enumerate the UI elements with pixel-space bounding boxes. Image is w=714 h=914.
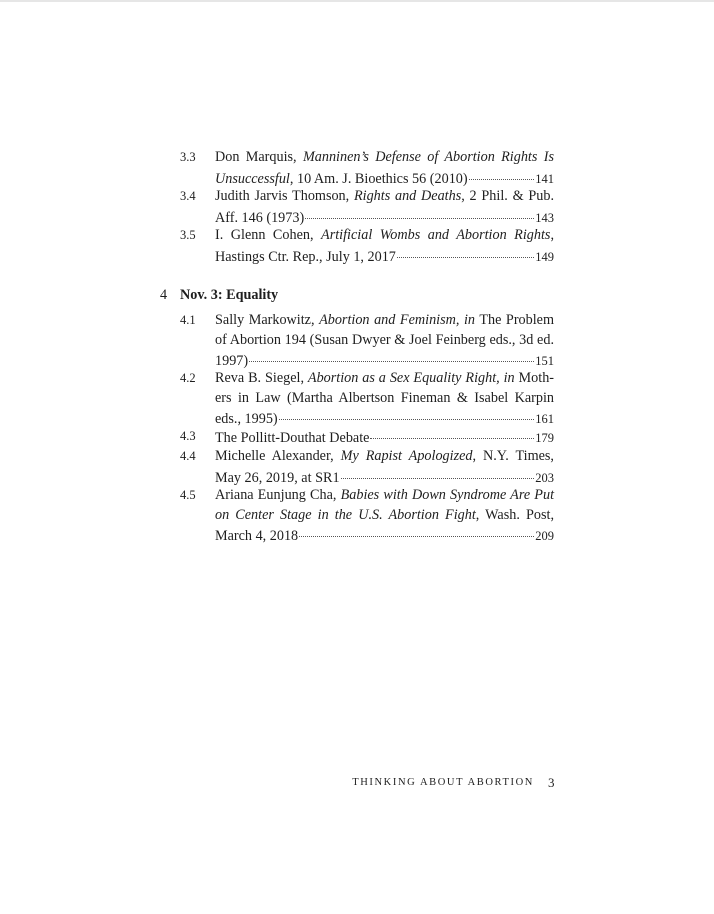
citation-title-italic: Abortion as a Sex Equality Right, in bbox=[307, 370, 515, 386]
citation-segment: of Abortion 194 (Susan Dwyer & Joel Feinberg eds., 3d ed. bbox=[215, 331, 554, 348]
citation-line bbox=[215, 168, 554, 190]
citation-segment: Judith Jarvis Thomson, bbox=[215, 188, 354, 204]
citation-segment: ers in Law (Martha Albertson Fineman & Isabel Karpin bbox=[215, 389, 554, 406]
page-footer bbox=[0, 777, 714, 793]
entry-number: 4.2 bbox=[180, 371, 196, 385]
page-number: 3 bbox=[548, 775, 555, 790]
entry-page-number: 141 bbox=[535, 171, 554, 186]
citation-line bbox=[215, 148, 554, 168]
entry-citation bbox=[215, 311, 554, 372]
dot-leader bbox=[249, 361, 534, 362]
citation-segment: The Pollitt-Douthat Debate bbox=[215, 430, 370, 446]
citation-line bbox=[215, 226, 554, 246]
citation-line bbox=[215, 486, 554, 506]
citation-segment: Sally Markowitz, bbox=[215, 312, 320, 328]
citation-line bbox=[215, 369, 554, 389]
citation-segment: I. Glenn Cohen, bbox=[215, 227, 322, 243]
citation-segment: Moth- bbox=[514, 370, 555, 386]
citation-text bbox=[215, 429, 369, 449]
entry-number: 3.5 bbox=[180, 228, 196, 242]
citation-segment: Aff. 146 (1973) bbox=[215, 209, 305, 226]
citation-text bbox=[215, 527, 298, 547]
citation-segment: , N.Y. Times, bbox=[472, 448, 554, 464]
entry-citation bbox=[215, 427, 554, 449]
citation-segment: Ariana Eunjung Cha, bbox=[215, 487, 341, 503]
entry-page-number: 151 bbox=[535, 354, 554, 368]
entry-citation bbox=[215, 447, 554, 488]
entry-number: 4.1 bbox=[180, 313, 196, 327]
citation-segment: , 10 Am. J. Bioethics 56 (2010) bbox=[289, 170, 468, 187]
entry-page-number: 161 bbox=[535, 412, 554, 426]
citation-segment: The Problem bbox=[475, 312, 555, 328]
entry-citation bbox=[215, 226, 554, 267]
dot-leader bbox=[279, 419, 535, 420]
entry-number: 4.3 bbox=[180, 429, 196, 443]
entry-number: 3.4 bbox=[180, 189, 196, 203]
entry-number: 4.4 bbox=[180, 449, 196, 463]
citation-text bbox=[215, 311, 554, 331]
running-title: THINKING ABOUT ABORTION bbox=[352, 777, 534, 788]
citation-segment: , 2 Phil. & Pub. bbox=[461, 188, 554, 204]
section-number: 4 bbox=[160, 287, 168, 303]
dot-leader bbox=[469, 179, 535, 180]
citation-segment: May 26, 2019, at SR1 bbox=[215, 469, 340, 486]
citation-line bbox=[215, 207, 554, 229]
citation-line bbox=[215, 331, 554, 351]
entry-page-number: 149 bbox=[535, 249, 554, 264]
citation-segment: March 4, 2018 bbox=[215, 528, 299, 544]
citation-segment: Hastings Ctr. Rep., July 1, 2017 bbox=[215, 248, 396, 265]
dot-leader bbox=[397, 257, 534, 258]
citation-title-italic: Abortion and Feminism, in bbox=[319, 312, 476, 328]
citation-text bbox=[215, 187, 554, 207]
citation-line bbox=[215, 246, 554, 268]
citation-line bbox=[215, 389, 554, 409]
citation-title-italic: Manninen’s Defense of Abortion Rights Is bbox=[302, 149, 554, 165]
citation-title-italic: My Rapist Apologized bbox=[340, 448, 473, 464]
page-top-edge bbox=[0, 0, 714, 2]
citation-text bbox=[215, 447, 554, 467]
entry-number: 4.5 bbox=[180, 488, 196, 502]
citation-text bbox=[215, 486, 554, 506]
citation-line bbox=[215, 187, 554, 207]
citation-line bbox=[215, 525, 554, 547]
entry-citation bbox=[215, 187, 554, 228]
citation-title-italic: Unsuccessful bbox=[215, 170, 290, 187]
citation-title-italic: Rights and Deaths bbox=[353, 188, 462, 204]
citation-segment: Reva B. Siegel, bbox=[215, 370, 308, 386]
citation-segment: Michelle Alexander, bbox=[215, 448, 341, 464]
citation-text bbox=[215, 506, 554, 526]
citation-line bbox=[215, 506, 554, 526]
citation-text bbox=[215, 148, 554, 168]
citation-text bbox=[215, 389, 554, 409]
entry-page-number: 179 bbox=[535, 431, 554, 445]
entry-page-number: 209 bbox=[535, 529, 554, 543]
citation-text bbox=[215, 369, 554, 389]
citation-segment: 1997) bbox=[215, 353, 249, 369]
citation-text bbox=[215, 226, 554, 246]
entry-page-number: 203 bbox=[535, 470, 554, 485]
entry-citation bbox=[215, 148, 554, 189]
citation-text bbox=[215, 248, 396, 268]
citation-segment: , Wash. Post, bbox=[475, 506, 554, 523]
dot-leader bbox=[299, 536, 534, 537]
citation-line bbox=[215, 427, 554, 449]
citation-line bbox=[215, 447, 554, 467]
dot-leader bbox=[305, 218, 534, 219]
citation-segment: Don Marquis, bbox=[215, 149, 303, 165]
dot-leader bbox=[341, 478, 535, 479]
entry-citation bbox=[215, 369, 554, 430]
entry-number: 3.3 bbox=[180, 150, 196, 164]
citation-title-italic: on Center Stage in the U.S. Abortion Fight bbox=[215, 506, 476, 523]
citation-line bbox=[215, 467, 554, 489]
citation-segment: eds., 1995) bbox=[215, 411, 278, 427]
entry-page-number: 143 bbox=[535, 210, 554, 225]
entry-citation bbox=[215, 486, 554, 547]
citation-text bbox=[215, 331, 554, 351]
citation-title-italic: Babies with Down Syndrome Are Put bbox=[340, 487, 555, 503]
citation-line bbox=[215, 311, 554, 331]
citation-title-italic: Artificial Wombs and Abortion Rights bbox=[321, 227, 551, 243]
citation-segment: , bbox=[550, 227, 554, 243]
section-title: Nov. 3: Equality bbox=[180, 287, 279, 303]
dot-leader bbox=[370, 438, 534, 439]
